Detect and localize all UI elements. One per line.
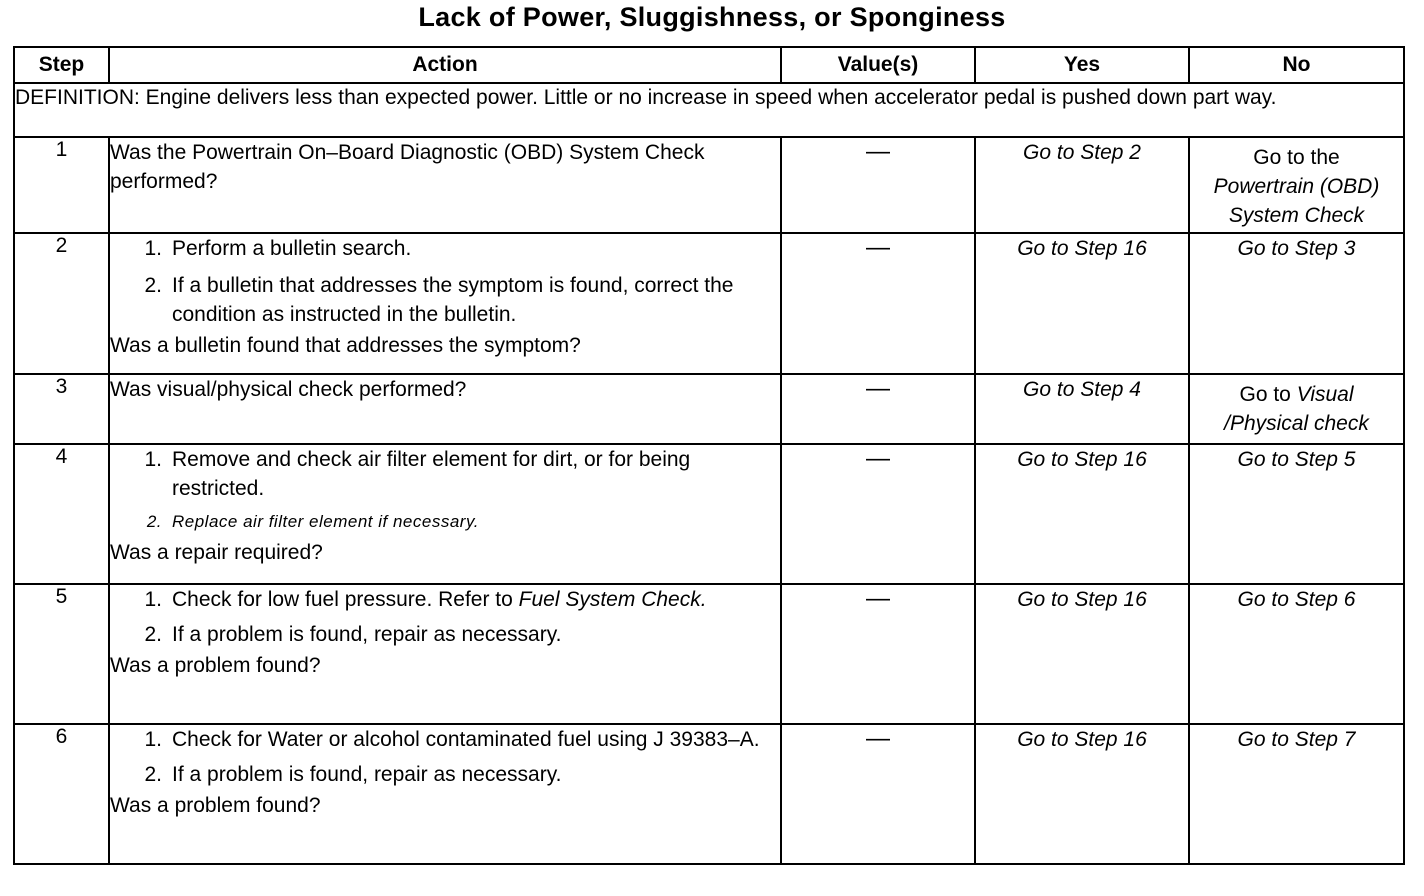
item-number: 2. — [144, 763, 162, 786]
action-question: Was a bulletin found that addresses the symptom? — [110, 334, 581, 357]
table-row — [14, 374, 1404, 444]
definition-row — [14, 83, 1404, 137]
action-item — [110, 234, 780, 263]
action-question: Was a repair required? — [110, 541, 323, 564]
yes-cell: Go to Step 16 — [975, 584, 1189, 724]
definition-text: DEFINITION: Engine delivers less than expected power. Little or no increase in speed when accelerator pedal is pushed down part way. — [14, 83, 1404, 137]
item-number: 2. — [144, 274, 162, 297]
value-cell: — — [781, 137, 975, 233]
item-text: Remove and check air filter element for dirt, or for being restricted. — [172, 448, 691, 500]
table-row — [14, 584, 1404, 724]
step-number: 4 — [14, 444, 109, 584]
no-cell: Go to Step 5 — [1189, 444, 1404, 584]
step-number: 5 — [14, 584, 109, 724]
step-number: 3 — [14, 374, 109, 444]
table-row — [14, 137, 1404, 233]
action-cell — [109, 724, 781, 864]
item-number: 1. — [144, 588, 162, 611]
item-text: Check for low fuel pressure. Refer to — [172, 588, 519, 611]
no-prefix: Go to — [1239, 383, 1297, 406]
header-values: Value(s) — [781, 47, 975, 83]
header-action: Action — [109, 47, 781, 83]
value-cell: — — [781, 444, 975, 584]
action-item — [110, 725, 780, 754]
action-item — [110, 585, 780, 614]
action-cell — [109, 233, 781, 374]
action-question: Was the Powertrain On–Board Diagnostic (OBD) System Check performed? — [110, 141, 705, 193]
no-line-3: System Check — [1228, 204, 1365, 227]
no-link-visual: Visual — [1296, 383, 1354, 406]
page-title: Lack of Power, Sluggishness, or Sponginess — [418, 2, 1006, 32]
header-yes: Yes — [975, 47, 1189, 83]
yes-cell: Go to Step 4 — [975, 374, 1189, 444]
yes-cell: Go to Step 16 — [975, 724, 1189, 864]
table-row — [14, 724, 1404, 864]
item-text: If a problem is found, repair as necessary. — [172, 763, 562, 786]
no-line-2: Powertrain (OBD) — [1213, 175, 1380, 198]
action-cell — [109, 137, 781, 233]
header-row — [14, 47, 1404, 83]
no-cell — [1189, 137, 1404, 233]
item-text: Check for Water or alcohol contaminated fuel using J 39383–A. — [172, 728, 760, 751]
diagnostic-table — [13, 46, 1405, 865]
no-cell: Go to Step 7 — [1189, 724, 1404, 864]
action-item — [110, 507, 780, 536]
item-number: 1. — [144, 448, 162, 471]
no-cell: Go to Step 6 — [1189, 584, 1404, 724]
action-question: Was visual/physical check performed? — [110, 378, 467, 401]
item-number: 2. — [144, 623, 162, 646]
action-question: Was a problem found? — [110, 794, 321, 817]
value-cell: — — [781, 724, 975, 864]
step-number: 1 — [14, 137, 109, 233]
no-link-physical: /Physical check — [1224, 412, 1369, 435]
item-text: Perform a bulletin search. — [172, 237, 412, 260]
no-cell — [1189, 374, 1404, 444]
yes-cell: Go to Step 16 — [975, 233, 1189, 374]
header-no: No — [1189, 47, 1404, 83]
table-row — [14, 444, 1404, 584]
step-number: 2 — [14, 233, 109, 374]
action-question: Was a problem found? — [110, 654, 321, 677]
no-cell: Go to Step 3 — [1189, 233, 1404, 374]
yes-cell: Go to Step 2 — [975, 137, 1189, 233]
action-cell — [109, 374, 781, 444]
step-number: 6 — [14, 724, 109, 864]
action-cell — [109, 584, 781, 724]
table-row — [14, 233, 1404, 374]
item-text: Replace air filter element if necessary. — [172, 512, 479, 531]
item-text: If a bulletin that addresses the symptom is found, correct the condition as instructed in the bulletin. — [172, 274, 734, 326]
action-item — [110, 271, 780, 329]
action-cell — [109, 444, 781, 584]
action-item — [110, 445, 780, 503]
yes-cell: Go to Step 16 — [975, 444, 1189, 584]
no-line-1: Go to the — [1253, 146, 1340, 169]
value-cell: — — [781, 584, 975, 724]
item-number: 2. — [146, 512, 162, 531]
fuel-system-check-ref: Fuel System Check. — [518, 588, 707, 611]
item-number: 1. — [144, 237, 162, 260]
header-step: Step — [14, 47, 109, 83]
action-item — [110, 620, 780, 649]
item-text: If a problem is found, repair as necessary. — [172, 623, 562, 646]
item-number: 1. — [144, 728, 162, 751]
value-cell: — — [781, 374, 975, 444]
value-cell: — — [781, 233, 975, 374]
action-item — [110, 760, 780, 789]
